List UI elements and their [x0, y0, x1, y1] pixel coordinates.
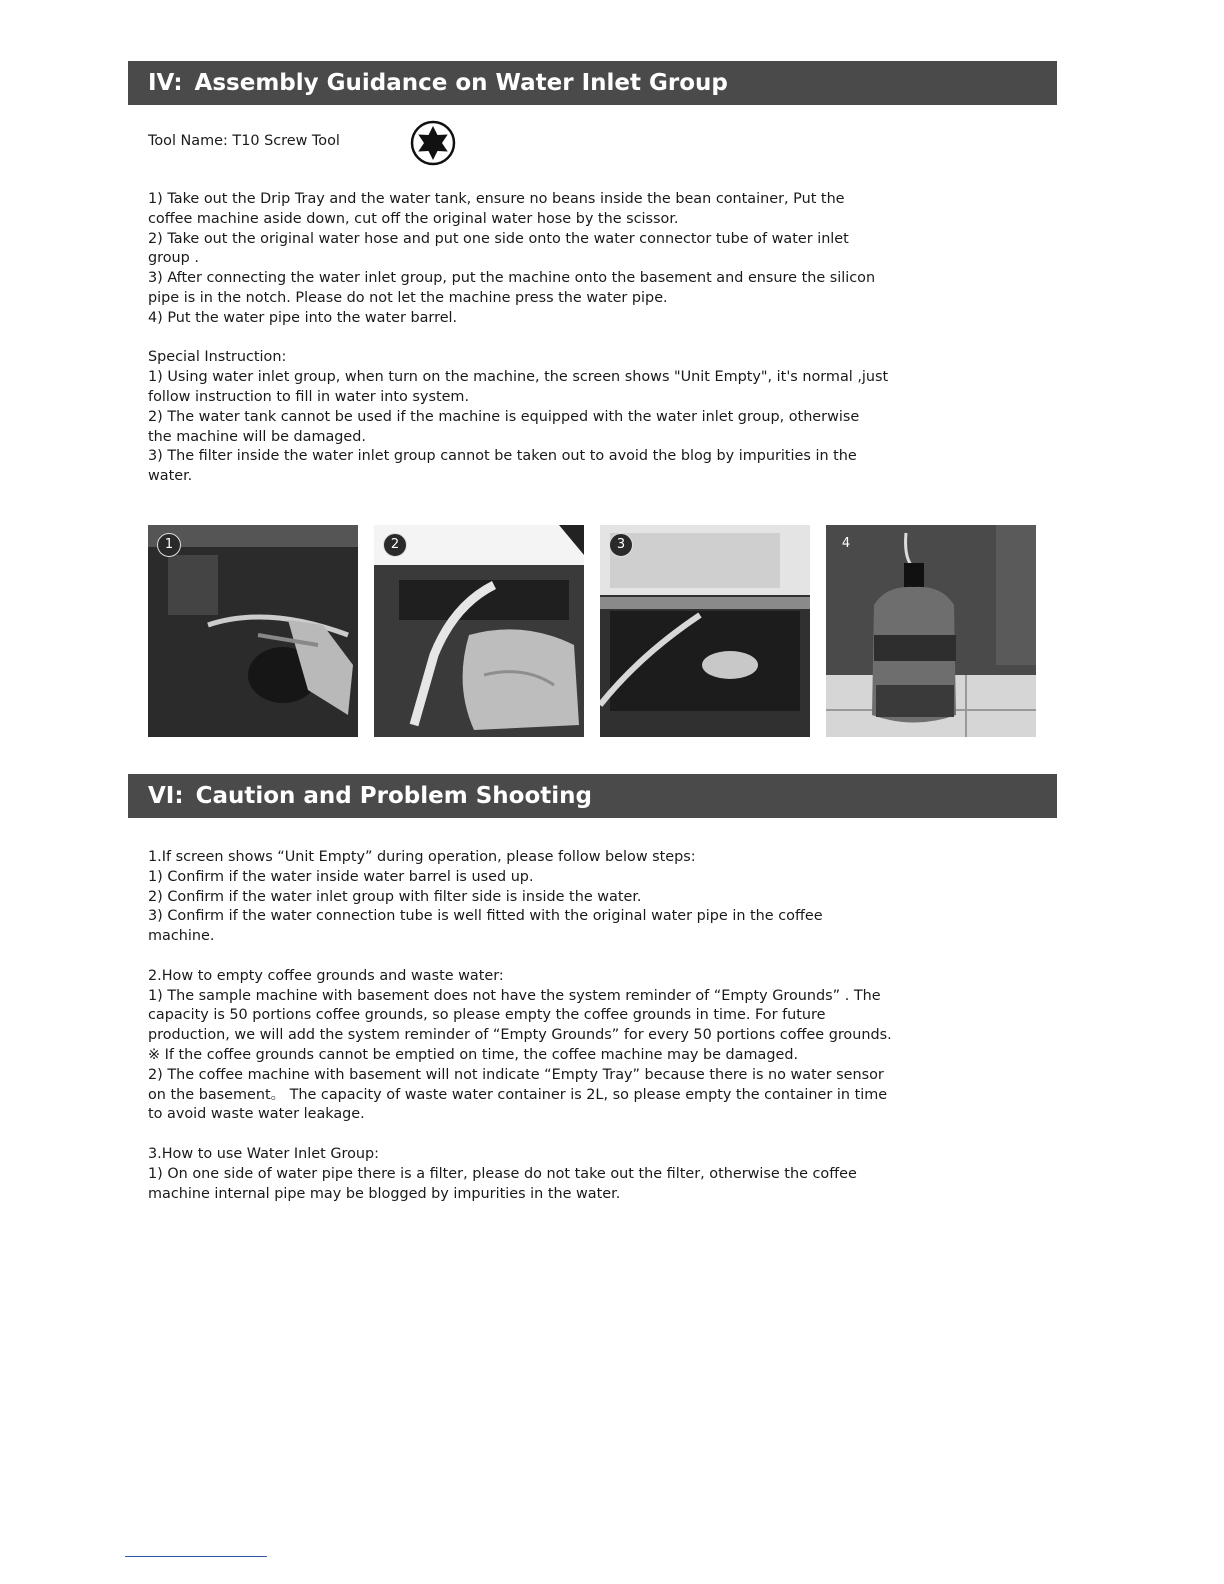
section-header-caution	[128, 774, 1057, 818]
step-line: 2) Take out the original water hose and put one side onto the water connector tube of water inlet	[148, 230, 849, 247]
photo-step-4	[826, 525, 1036, 737]
photo-badge: 2	[383, 533, 407, 557]
special-line: 1) Using water inlet group, when turn on the machine, the screen shows "Unit Empty", it's normal ,just	[148, 369, 889, 386]
caution-line: 1) On one side of water pipe there is a filter, please do not take out the filter, otherwise the coffee	[148, 1165, 857, 1182]
special-line: water.	[148, 468, 193, 485]
caution-line: 3.How to use Water Inlet Group:	[148, 1145, 379, 1162]
caution-line: capacity is 50 portions coffee grounds, so please empty the coffee grounds in time. For future	[148, 1007, 826, 1024]
caution-line: on the basement。 The capacity of waste water container is 2L, so please empty the container in time	[148, 1086, 888, 1103]
caution-line: 2.How to empty coffee grounds and waste water:	[148, 967, 504, 984]
caution-line: 1) Confirm if the water inside water barrel is used up.	[148, 868, 534, 885]
assembly-steps	[148, 190, 948, 487]
caution-line: machine internal pipe may be blogged by impurities in the water.	[148, 1185, 621, 1202]
step-line: 1) Take out the Drip Tray and the water tank, ensure no beans inside the bean container, Put the	[148, 191, 845, 207]
photo-step-2	[374, 525, 584, 737]
step-line: pipe is in the notch. Please do not let the machine press the water pipe.	[148, 289, 668, 306]
special-heading: Special Instruction:	[148, 349, 287, 366]
photo-badge: 4	[841, 536, 851, 551]
caution-text	[148, 848, 948, 1204]
caution-line: machine.	[148, 928, 215, 945]
photo-step-3	[600, 525, 810, 737]
section-title: Caution and Problem Shooting	[195, 783, 592, 809]
photo-step-1	[148, 525, 358, 737]
special-line: the machine will be damaged.	[148, 428, 366, 445]
caution-line: to avoid waste water leakage.	[148, 1106, 365, 1123]
caution-line: 1) The sample machine with basement does not have the system reminder of “Empty Grounds” . The	[148, 987, 881, 1004]
section-header-assembly	[128, 61, 1057, 105]
caution-line: 2) Confirm if the water inlet group with filter side is inside the water.	[148, 888, 642, 905]
caution-line: 3) Confirm if the water connection tube is well fitted with the original water pipe in the coffee	[148, 908, 823, 925]
caution-line: 2) The coffee machine with basement will not indicate “Empty Tray” because there is no water sensor	[148, 1066, 884, 1083]
step-line: 3) After connecting the water inlet group, put the machine onto the basement and ensure the silicon	[148, 270, 876, 287]
section-title: Assembly Guidance on Water Inlet Group	[194, 70, 728, 96]
torx-star-icon	[410, 120, 456, 166]
section-number: VI:	[148, 783, 184, 809]
caution-line: production, we will add the system reminder of “Empty Grounds” for every 50 portions coffee grounds.	[148, 1027, 892, 1044]
step-line: 4) Put the water pipe into the water barrel.	[148, 309, 458, 326]
special-line: 2) The water tank cannot be used if the machine is equipped with the water inlet group, otherwise	[148, 408, 860, 425]
photo-badge: 3	[609, 533, 633, 557]
special-line: follow instruction to fill in water into system.	[148, 388, 470, 405]
section-number: IV:	[148, 70, 183, 96]
photo-badge: 1	[157, 533, 181, 557]
caution-line: ※ If the coffee grounds cannot be emptied on time, the coffee machine may be damaged.	[148, 1046, 799, 1063]
step-line: group .	[148, 250, 199, 267]
caution-line: 1.If screen shows “Unit Empty” during operation, please follow below steps:	[148, 849, 696, 865]
special-line: 3) The filter inside the water inlet group cannot be taken out to avoid the blog by impurities in the	[148, 448, 857, 465]
step-line: coffee machine aside down, cut off the original water hose by the scissor.	[148, 210, 679, 227]
tool-name: Tool Name: T10 Screw Tool	[148, 133, 340, 149]
assembly-photos	[148, 525, 1038, 737]
footer-divider	[125, 1556, 267, 1557]
